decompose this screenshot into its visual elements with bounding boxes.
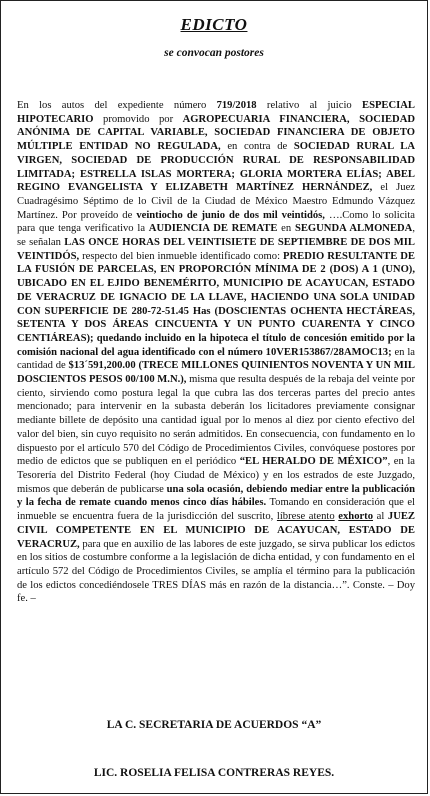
auction-round: SEGUNDA ALMONEDA	[294, 223, 413, 235]
case-number: 719/2018	[216, 100, 257, 111]
newspaper-name: “EL HERALDO DE MÉXICO”	[239, 456, 388, 468]
exhorto-text: exhorto	[338, 511, 374, 523]
underlined-text: líbrese atento	[276, 511, 335, 523]
text-run: ….Como lo solicita para que tenga verificativo la	[17, 209, 415, 235]
text-run: relativo al juicio	[256, 100, 362, 111]
hearing-type: AUDIENCIA DE REMATE	[148, 223, 278, 235]
trial-type: ESPECIAL HIPOTECARIO	[17, 100, 415, 125]
text-run: Tomando en consideración que el inmueble se encuentra fuera de la jurisdicción del suscrito,	[17, 497, 415, 523]
auction-date: LAS ONCE HORAS DEL VEINTISIETE DE SEPTIEMBRE DE DOS MIL VEINTIDÓS,	[17, 237, 415, 262]
text-run: , en la Tesorería del Distrito Federal (hoy Ciudad de México) y en los estrados de este Juzgado, mismos que deberán de publicarse	[17, 456, 415, 495]
ruling-date: veintiocho de junio de dos mil veintidós,	[136, 209, 325, 221]
text-run: para que en auxilio de las labores de este juzgado, se sirva publicar los edictos en los sitios de costumbre conforme a la legislación de dicha entidad, y con fundamento en el artículo 572 del Código de Procedimientos Civiles, se amplía el término para la publicación de los edictos concediéndosele TRES DÍAS más en razón de la distancia…”. Conste. – Doy fe. –	[17, 538, 415, 605]
edict-paragraph	[17, 99, 415, 606]
text-run: promovido por	[93, 113, 183, 125]
plaintiff: AGROPECUARIA FINANCIERA, SOCIEDAD ANÓNIMA DE CAPITAL VARIABLE, SOCIEDAD FINANCIERA DE OBJETO MÚLTIPLE ENTIDAD NO REGULADA,	[17, 113, 415, 153]
document-title: EDICTO	[180, 15, 248, 34]
text-run: misma que resulta después de la rebaja del veinte por ciento, sirviendo como postura legal la que cubra las dos terceras partes del precio antes mencionado; para intervenir en la subasta deberán los licitadores previamente consignar mediante billete de depósito una cantidad igual por lo menos al diez por ciento efectivo del valor del bien, sin cuyo requisito no serán admitidos. En consecuencia, con fundamento en lo dispuesto por el artículo 570 del Código de Procedimientos Civiles, convóquese postores por medio de edictos que se publiquen en el periódico	[17, 374, 415, 468]
text-run: el Juez Cuadragésimo Séptimo de lo Civil de la Ciudad de México Maestro Edmundo Vázquez Martínez. Por proveído de	[17, 182, 415, 221]
text-run: En los autos del expediente número	[17, 100, 217, 111]
text-run: en la cantidad de	[17, 346, 415, 372]
signatory-name: LIC. ROSELIA FELISA CONTRERAS REYES.	[93, 767, 335, 779]
secretary-title: LA C. SECRETARIA DE ACUERDOS “A”	[106, 719, 322, 731]
text-run: en	[277, 223, 295, 235]
auction-amount: $13´591,200.00 (TRECE MILLONES QUINIENTOS NOVENTA Y UN MIL DOSCIENTOS PESOS 00/100 M.N.),	[17, 360, 415, 386]
publication-terms: una sola ocasión, debiendo mediar entre la publicación y la fecha de remate cuando menos cinco días hábiles.	[17, 483, 416, 509]
property-description: PREDIO RESULTANTE DE LA FUSIÓN DE PARCELAS, EN PROPORCIÓN MÍNIMA DE 2 (DOS) A 1 (UNO), UBICADO EN EL EJIDO BENEMÉRITO, MUNICIPIO DE ACAYUCAN, ESTADO DE VERACRUZ DE IGNACIO DE LA LLAVE, HACIENDO UNA SOLA UNIDAD CON SUPERFICIE DE 280-72-51.45 Has (DOSCIENTAS OCHENTA HECTÁREAS, SETENTA Y DOS ÁREAS CINCUENTA Y UN PUNTO CUARENTA Y CINCO CENTIÁREAS); quedando incluido en la hipoteca el título de concesión emitido por la comisión nacional del agua identificado con el número 10VER153867/28AMOC13;	[17, 250, 415, 358]
text-run: en contra de	[220, 141, 294, 153]
addressed-judge: JUEZ CIVIL COMPETENTE EN EL MUNICIPIO DE ACAYUCAN, ESTADO DE VERACRUZ,	[17, 511, 415, 550]
text-run: al	[373, 511, 388, 523]
defendants: SOCIEDAD RURAL LA VIRGEN, SOCIEDAD DE PRODUCCIÓN RURAL DE RESPONSABILIDAD LIMITADA; ESTRELLA ISLAS MORTERA; GLORIA MORTERA ELÍAS; ABEL REGINO EVANGELISTA Y ELIZABETH MARTÍNEZ HERNÁNDEZ,	[17, 141, 415, 194]
text-run: , se señalan	[17, 223, 415, 249]
document-subtitle: se convocan postores	[164, 47, 264, 59]
edict-body	[17, 99, 415, 606]
text-run: respecto del bien inmueble identificado como:	[79, 250, 284, 262]
